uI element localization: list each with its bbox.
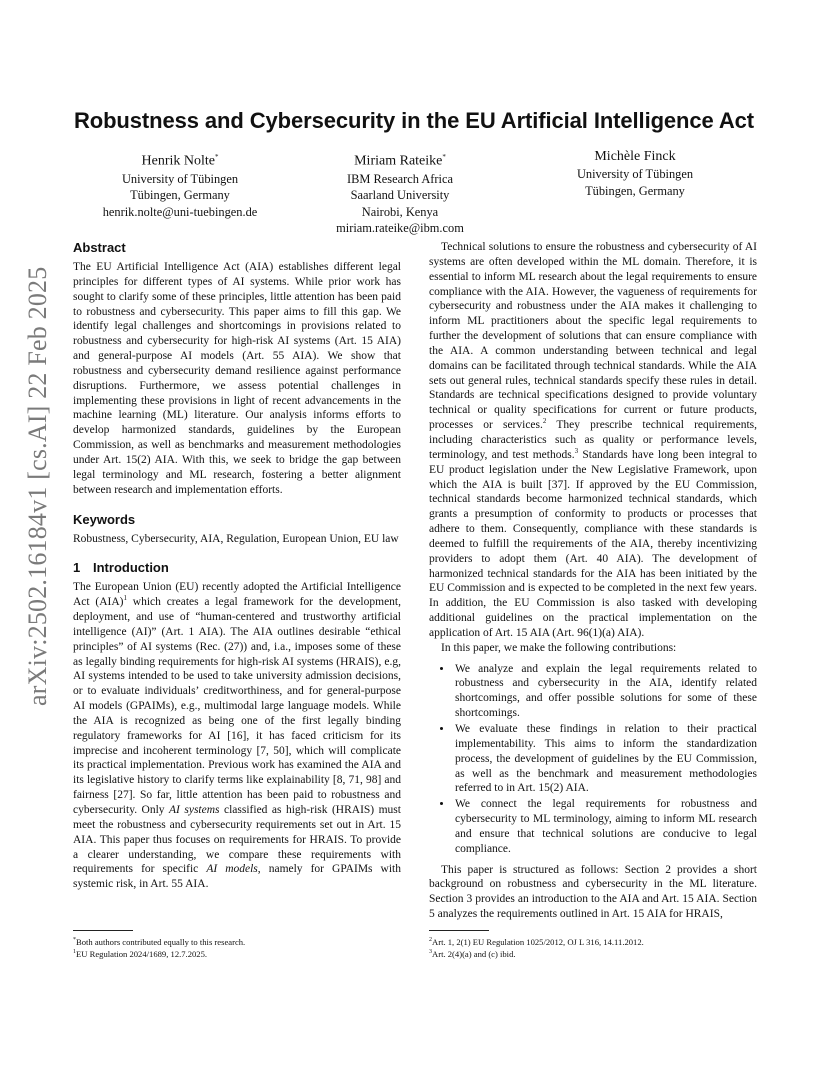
paper-title: Robustness and Cybersecurity in the EU Artificial Intelligence Act <box>73 108 755 133</box>
contributions-intro: In this paper, we make the following contributions: <box>441 641 677 654</box>
author-location: Nairobi, Kenya <box>361 204 439 219</box>
footnote-ref[interactable]: 3 <box>574 446 579 455</box>
footnote-rule <box>73 930 133 931</box>
author-miriam-rateike <box>305 148 495 237</box>
author-name: Michèle Finck <box>594 149 676 164</box>
list-item: • We analyze and explain the legal requirements related to robustness and cybersecurity in the AIA, identify related shortcomings, and offer possible solutions for some of these shortcomings. <box>453 662 757 721</box>
footnote-rule <box>429 930 489 931</box>
body-paragraph: Technical solutions to ensure the robustness and cybersecurity of AI systems are often developed within the ML domain. Therefore, it is essential to inform ML research about the legal requirements to ensure compliance with the AIA. However, the vagueness of requirements for cybersecurity and robustness under the AIA makes it challenging to inform ML practitioners about the specific legal requirements to further the development of solutions that can ensure compliance with the AIA. A common understanding between technical and legal domains can be facilitated through technical standards. While the AIA sets out general rules, technical standards specify these rules in detail. Standards are technical specifications designed to provide voluntary technical or quality specifications for current or future products, processes or services.$^2$ They prescribe technical requirements, including characteristics such as quality or performance levels, terminology, and test methods.$^3$ Standards have long been integral to EU product legislation under the New Legislative Framework, upon which the AIA is built [37]. If approved by the EU Commission, technical standards become harmonized technical standards, which grants a presumption of conformity to products or processes that adhere to them. Consequently, compliance with these standards is deemed to fulfill the requirements of the AIA, thereby incentivizing providers to adopt them (Art. 40 AIA). The development of harmonized technical standards for the AIA has been initiated by the EU Commission and is expected to be completed in the next few years. In addition, the EU Commission is also tasked with developing additional guidelines on the practical implementation on the application of Art. 15 AIA (Art. 96(1)(a) AIA). <box>429 241 757 639</box>
footnote-ref[interactable]: 2 <box>542 417 547 426</box>
author-michele-finck <box>540 148 730 199</box>
footnote: *Both authors contributed equally to this research. <box>73 936 246 947</box>
author-location: Tübingen, Germany <box>585 183 685 198</box>
footnote: $^2$Art. 1, 2(1) EU Regulation 1025/2012, OJ L 316, 14.11.2012. <box>429 936 644 947</box>
left-column <box>73 240 401 892</box>
author-location: Tübingen, Germany <box>130 188 230 203</box>
arxiv-identifier-stamp: arXiv:2502.16184v1 [cs.AI] 22 Feb 2025 <box>23 266 52 706</box>
right-column <box>429 240 757 922</box>
contributions-list <box>429 662 757 857</box>
footnote-ref[interactable]: 1 <box>123 594 127 603</box>
footnotes-right <box>429 930 757 960</box>
list-item: • We connect the legal requirements for robustness and cybersecurity to ML terminology, aiming to inform ML research and ensure that technical solutions are conducive to legal compliance. <box>453 797 757 856</box>
author-henrik-nolte <box>70 148 290 220</box>
keywords-text: Robustness, Cybersecurity, AIA, Regulation, European Union, EU law <box>73 532 399 545</box>
section-title: Introduction <box>93 560 169 576</box>
footnote: $^3$Art. 2(4)(a) and (c) ibid. <box>429 949 516 960</box>
author-email: miriam.rateike@ibm.com <box>336 221 464 236</box>
author-affiliation: IBM Research Africa <box>347 171 453 186</box>
author-block <box>70 148 760 238</box>
list-item: • We evaluate these findings in relation to their practical implementability. This aims to inform the standardization process, the development of guidelines by the EU Commission, as well as the benchmark and measurement methodologies referred to in Art. 15(2) AIA. <box>453 722 757 796</box>
introduction-paragraph: The European Union (EU) recently adopted the Artificial Intelligence Act (AIA)$^1$ which creates a legal framework for the development, deployment, and use of “human-centered and trustworthy artificial intelligence (AI)” (Art. 1 AIA). The AIA outlines desirable “ethical principles” of AI systems (Rec. (27)) and, i.a., imposes some of these as legally binding requirements for high-risk AI systems (HRAIS), e.g, AI systems intended to be used to take university admission decisions, or to evaluate individuals’ creditworthiness, and for general-purpose AI models (GPAIMs), e.g., multimodal large language models. While the AIA is recognized as being one of the first legally binding regulatory frameworks for AI [16], it has faced criticism for its imprecise and incoherent terminology [7, 50], which will complicate its practical implementation. Previous work has examined the AIA and its legislative history to clarify terms like explainability [8, 71, 98] and fairness [27]. So far, little attention has been paid to robustness and cybersecurity. Only AI systems classified as high-risk (HRAIS) must meet the robustness and cybersecurity requirements set out in Art. 15 AIA. This paper thus focuses on requirements for HRAIS. To provide a clearer understanding, we compare these requirements with requirements for specific AI models, namely for GPAIMs with systemic risk, in Art. 55 AIA. <box>73 581 402 891</box>
section-number: 1 <box>73 560 81 576</box>
footnotes-left <box>73 930 401 960</box>
body-paragraph: This paper is structured as follows: Section 2 provides a short background on robustness and cybersecurity in the ML literature. Section 3 provides an introduction to the AIA and Art. 15 AIA. Section 5 analyzes the requirements outlined in Art. 15 AIA for HRAIS, <box>429 863 757 921</box>
equal-contribution-mark: * <box>442 153 446 161</box>
equal-contribution-mark: * <box>214 153 219 161</box>
author-email: henrik.nolte@uni-tuebingen.de <box>102 204 258 219</box>
author-name: Henrik Nolte <box>141 153 215 169</box>
abstract-heading: Abstract <box>73 240 126 255</box>
keywords-heading: Keywords <box>73 511 136 527</box>
emphasis: AI models <box>206 863 258 876</box>
footnote: $^1$EU Regulation 2024/1689, 12.7.2025. <box>73 949 208 960</box>
author-affiliation: University of Tübingen <box>576 167 694 181</box>
author-affiliation: Saarland University <box>350 188 450 203</box>
introduction-heading <box>73 560 401 576</box>
author-name: Miriam Rateike <box>354 153 443 169</box>
emphasis: AI systems <box>169 804 220 816</box>
author-affiliation: University of Tübingen <box>121 171 239 186</box>
abstract-text: The EU Artificial Intelligence Act (AIA) establishes different legal principles for different types of AI systems. While prior work has sought to clarify some of these principles, little attention has been paid to robustness and cybersecurity. This paper aims to fill this gap. We identify legal challenges and shortcomings in provisions related to robustness and cybersecurity for high-risk AI systems (Art. 15 AIA) and general-purpose AI models (Art. 55 AIA). We show that robustness and cybersecurity demand resilience against performance disruptions. Furthermore, we assess potential challenges in implementing these provisions in light of recent advancements in the machine learning (ML) literature. Our analysis informs efforts to develop harmonized standards, guidelines by the European Commission, as well as benchmarks and measurement methodologies under Art. 15(2) AIA. With this, we seek to bridge the gap between legal terminology and ML research, fostering a better alignment between research and implementation efforts. <box>73 261 401 496</box>
